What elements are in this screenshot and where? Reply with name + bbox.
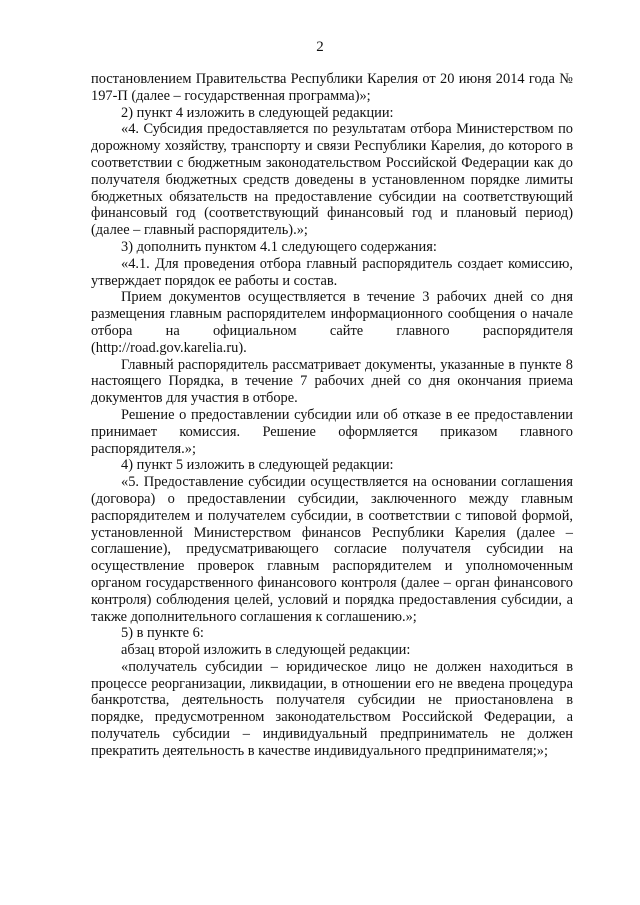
paragraph: 2) пункт 4 изложить в следующей редакции: [121,104,394,121]
paragraph: «5. Предоставление субсидии осуществляется на основании соглашения (договора) о предоставлении субсидии, заключенного между главным распорядителем и получателем субсидии, в соответствии с типовой формой, установленной Министерством финансов Республики Карелия (далее – соглашение), предусматривающего согласие получателя субсидии на осуществление проверок главным распорядителем и уполномоченным органом государственного финансового контроля (далее – орган финансового контроля) соблюдения целей, условий и порядка предоставления субсидии, а также дополнительного соглашения к соглашению.»; [91,474,573,625]
paragraph: 5) в пункте 6: [121,625,204,642]
paragraph: абзац второй изложить в следующей редакции: [121,642,411,659]
paragraph: постановлением Правительства Республики Карелия от 20 июня 2014 года № 197-П (далее – государственная программа)»; [91,71,573,104]
paragraph: «4. Субсидия предоставляется по результатам отбора Министерством по дорожному хозяйству, транспорту и связи Республики Карелия, до которого в соответствии с бюджетным законодательством Российской Федерации как до получателя бюджетных средств доведены в установленном порядке лимиты бюджетных обязательств на предоставление субсидии на соответствующий финансовый год (соответствующий финансовый год и плановый период) (далее – главный распорядитель).»; [91,121,573,239]
document-body [91,71,573,760]
paragraph: Прием документов осуществляется в течение 3 рабочих дней со дня размещения главным распорядителем информационного сообщения о начале отбора на официальном сайте главного распорядителя (http://road.gov.karelia.ru). [91,289,573,356]
paragraph: 4) пункт 5 изложить в следующей редакции: [121,457,394,474]
paragraph: 3) дополнить пунктом 4.1 следующего содержания: [121,238,437,255]
paragraph: Решение о предоставлении субсидии или об отказе в ее предоставлении принимает комиссия. Решение оформляется приказом главного распорядителя.»; [91,406,573,457]
page-number: 2 [316,39,324,55]
paragraph: Главный распорядитель рассматривает документы, указанные в пункте 8 настоящего Порядка, в течение 7 рабочих дней со дня окончания приема документов для участия в отборе. [91,356,573,407]
paragraph: «4.1. Для проведения отбора главный распорядитель создает комиссию, утверждает порядок ее работы и состав. [91,255,573,289]
paragraph: «получатель субсидии – юридическое лицо не должен находиться в процессе реорганизации, ликвидации, в отношении его не введена процедура банкротства, деятельность получателя субсидии не приостановлена в порядке, предусмотренном законодательством Российской Федерации, а получатель субсидии – индивидуальный предприниматель не должен прекратить деятельность в качестве индивидуального предпринимателя;»; [91,658,573,759]
